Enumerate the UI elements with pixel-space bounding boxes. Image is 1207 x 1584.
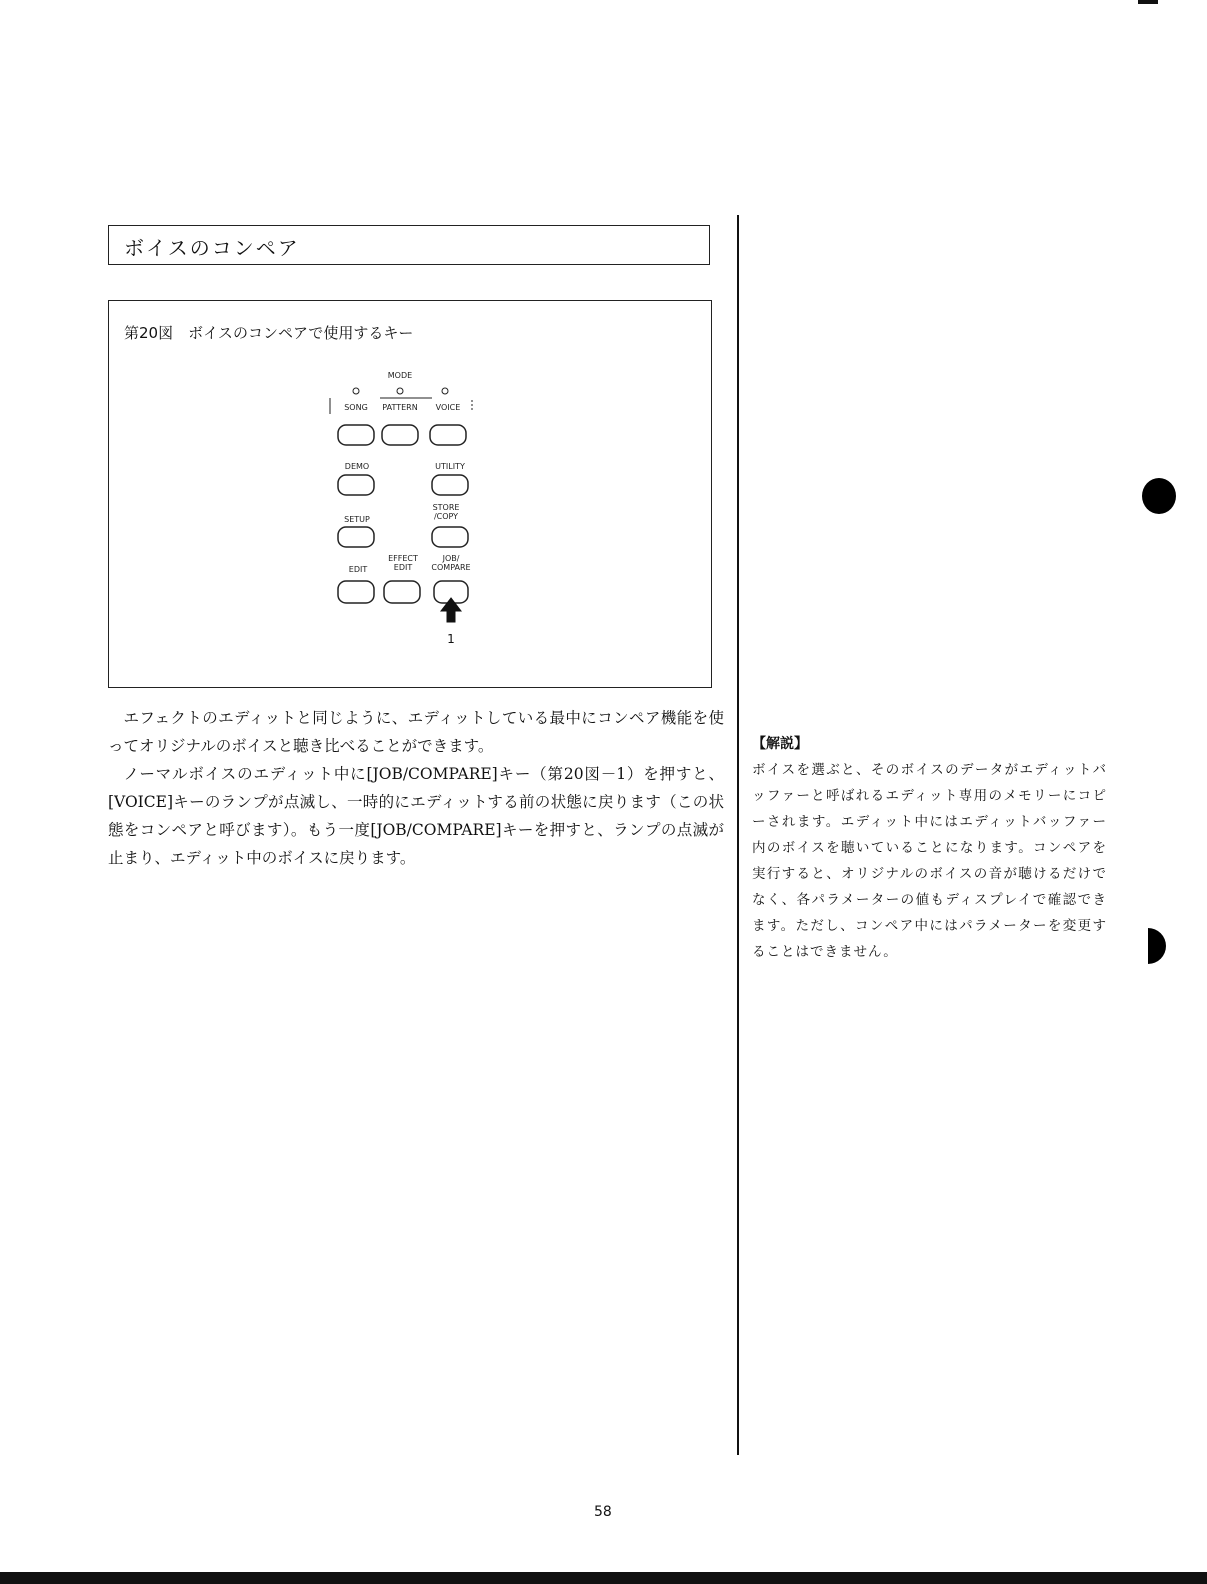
effect-key-label-1: EFFECT (388, 554, 418, 563)
pattern-key-label: PATTERN (382, 403, 418, 412)
edit-key (338, 581, 374, 603)
arrow-up-icon (441, 598, 461, 622)
job-key-label-2: COMPARE (431, 563, 471, 572)
demo-key (338, 475, 374, 495)
song-lamp (353, 388, 359, 394)
mode-label: MODE (387, 371, 413, 380)
edit-key-label: EDIT (348, 565, 368, 574)
section-title: ボイスのコンペア (124, 236, 300, 260)
store-key (432, 527, 468, 547)
store-key-label-2: /COPY (433, 512, 459, 521)
effect-edit-key (384, 581, 420, 603)
corner-mark (1138, 0, 1158, 4)
store-key-label-1: STORE (432, 503, 460, 512)
job-key-label-1: JOB/ (442, 554, 460, 563)
pattern-key (382, 425, 418, 445)
song-key-label: SONG (344, 403, 368, 412)
demo-key-label: DEMO (344, 462, 370, 471)
utility-key (432, 475, 468, 495)
page-number: 58 (594, 1504, 612, 1520)
setup-key-label: SETUP (344, 515, 370, 524)
scan-bottom-edge (0, 1572, 1207, 1584)
effect-key-label-2: EDIT (393, 563, 413, 572)
punch-hole (1148, 928, 1166, 964)
figure-caption: 第20図 ボイスのコンペアで使用するキー (124, 324, 414, 342)
utility-key-label: UTILITY (435, 462, 465, 471)
body-text (108, 704, 724, 872)
body-paragraph: ノーマルボイスのエディット中に[JOB/COMPARE]キー（第20図－1）を押すと、[VOICE]キーのランプが点滅し、一時的にエディットする前の状態に戻ります（この状態をコンペアと呼びます）。もう一度[JOB/COMPARE]キーを押すと、ランプの点滅が止まり、エディット中のボイスに戻ります。 (108, 765, 724, 867)
callout-number: 1 (447, 632, 455, 646)
punch-hole (1142, 478, 1176, 514)
column-divider (737, 215, 739, 1455)
voice-key-label: VOICE (435, 403, 461, 412)
note-heading: 【解説】 (752, 736, 808, 752)
body-paragraph: エフェクトのエディットと同じように、エディットしている最中にコンペア機能を使ってオリジナルのボイスと聴き比べることができます。 (108, 709, 724, 755)
key-panel-diagram (300, 360, 500, 660)
voice-key (430, 425, 466, 445)
voice-lamp (442, 388, 448, 394)
pattern-lamp (397, 388, 403, 394)
song-key (338, 425, 374, 445)
note-text: ボイスを選ぶと、そのボイスのデータがエディットバッファーと呼ばれるエディット専用のメモリーにコピーされます。エディット中にはエディットバッファー内のボイスを聴いていることになります。コンペアを実行すると、オリジナルのボイスの音が聴けるだけでなく、各パラメーターの値もディスプレイで確認できます。ただし、コンペア中にはパラメーターを変更することはできません。 (752, 762, 1107, 960)
setup-key (338, 527, 374, 547)
